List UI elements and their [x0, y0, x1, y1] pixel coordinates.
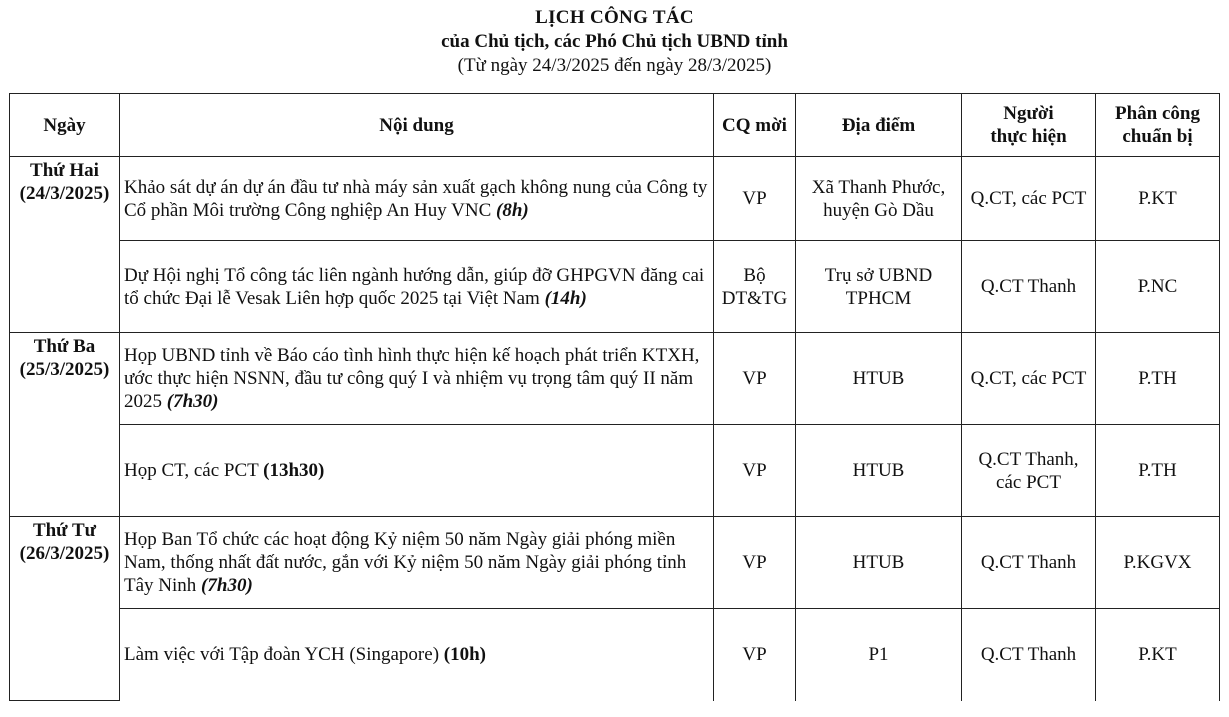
content-text: Khảo sát dự án dự án đầu tư nhà máy sản xuất gạch không nung của Công ty Cổ phần Môi trường Công nghiệp An Huy VNC	[124, 176, 708, 221]
prep-cell: P.NC	[1096, 241, 1220, 333]
day-date: (26/3/2025)	[19, 543, 110, 564]
inviter-cell: VP	[714, 157, 796, 241]
column-header-prep	[1096, 94, 1220, 157]
column-header-performer-line1: Người	[1003, 103, 1054, 124]
table-row	[10, 609, 1220, 701]
day-cell	[10, 517, 120, 701]
inviter-cell: VP	[714, 609, 796, 701]
inviter-cell: VP	[714, 333, 796, 425]
column-header-location: Địa điểm	[796, 94, 962, 157]
column-header-day: Ngày	[10, 94, 120, 157]
date-range: (Từ ngày 24/3/2025 đến ngày 28/3/2025)	[457, 55, 772, 76]
day-date: (25/3/2025)	[19, 359, 110, 380]
content-cell	[120, 609, 714, 701]
content-text: Họp UBND tỉnh về Báo cáo tình hình thực hiện kế hoạch phát triển KTXH, ước thực hiện NSNN, đầu tư công quý I và nhiệm vụ trọng tâm quý II năm 2025	[124, 345, 700, 412]
prep-cell: P.TH	[1096, 425, 1220, 517]
content-cell	[120, 425, 714, 517]
prep-cell: P.TH	[1096, 333, 1220, 425]
location-cell: Xã Thanh Phước, huyện Gò Dầu	[796, 157, 962, 241]
content-time: (8h)	[496, 199, 529, 221]
location-cell: P1	[796, 609, 962, 701]
document-title: LỊCH CÔNG TÁC	[535, 7, 694, 28]
day-date: (24/3/2025)	[19, 183, 110, 204]
content-time: (7h30)	[166, 391, 219, 412]
content-cell	[120, 241, 714, 333]
document-header	[0, 0, 1229, 78]
performer-cell: Q.CT, các PCT	[962, 157, 1096, 241]
content-time: (7h30)	[201, 575, 253, 596]
table-row	[10, 157, 1220, 241]
location-cell: HTUB	[796, 333, 962, 425]
location-cell: HTUB	[796, 517, 962, 609]
content-time: (13h30)	[263, 460, 325, 481]
column-header-content: Nội dung	[120, 94, 714, 157]
document-subtitle: của Chủ tịch, các Phó Chủ tịch UBND tỉnh	[441, 31, 788, 52]
day-cell	[10, 333, 120, 517]
table-row	[10, 517, 1220, 609]
location-cell: Trụ sở UBND TPHCM	[796, 241, 962, 333]
content-cell	[120, 333, 714, 425]
column-header-prep-line1: Phân công	[1115, 103, 1200, 124]
schedule-table	[9, 93, 1220, 701]
performer-cell: Q.CT Thanh, các PCT	[962, 425, 1096, 517]
table-header-row	[10, 94, 1220, 157]
column-header-performer	[962, 94, 1096, 157]
day-name: Thứ Ba	[33, 336, 96, 357]
prep-cell: P.KT	[1096, 157, 1220, 241]
content-cell	[120, 517, 714, 609]
performer-cell: Q.CT Thanh	[962, 609, 1096, 701]
inviter-cell: VP	[714, 517, 796, 609]
location-cell: HTUB	[796, 425, 962, 517]
table-row	[10, 425, 1220, 517]
performer-cell: Q.CT, các PCT	[962, 333, 1096, 425]
performer-cell: Q.CT Thanh	[962, 241, 1096, 333]
content-text: Làm việc với Tập đoàn YCH (Singapore)	[124, 644, 444, 666]
content-cell	[120, 157, 714, 241]
day-name: Thứ Hai	[30, 160, 99, 181]
prep-cell: P.KT	[1096, 609, 1220, 701]
column-header-prep-line2: chuẩn bị	[1122, 126, 1193, 147]
content-text: Họp Ban Tổ chức các hoạt động Kỷ niệm 50 năm Ngày giải phóng miền Nam, thống nhất đất nước, gắn với Kỷ niệm 50 năm Ngày giải phóng tỉnh Tây Ninh	[124, 529, 687, 596]
inviter-cell: VP	[714, 425, 796, 517]
prep-cell: P.KGVX	[1096, 517, 1220, 609]
performer-cell: Q.CT Thanh	[962, 517, 1096, 609]
inviter-cell: Bộ DT&TG	[714, 241, 796, 333]
day-cell	[10, 157, 120, 333]
table-row	[10, 241, 1220, 333]
day-name: Thứ Tư	[32, 520, 97, 541]
column-header-inviter: CQ mời	[714, 94, 796, 157]
column-header-performer-line2: thực hiện	[990, 126, 1067, 147]
table-row	[10, 333, 1220, 425]
content-text: Họp CT, các PCT	[124, 460, 264, 481]
content-time: (10h)	[443, 644, 487, 666]
content-time: (14h)	[544, 287, 587, 309]
content-text: Dự Hội nghị Tổ công tác liên ngành hướng dẫn, giúp đỡ GHPGVN đăng cai tổ chức Đại lễ Vesak Liên hợp quốc 2025 tại Việt Nam	[124, 264, 705, 309]
